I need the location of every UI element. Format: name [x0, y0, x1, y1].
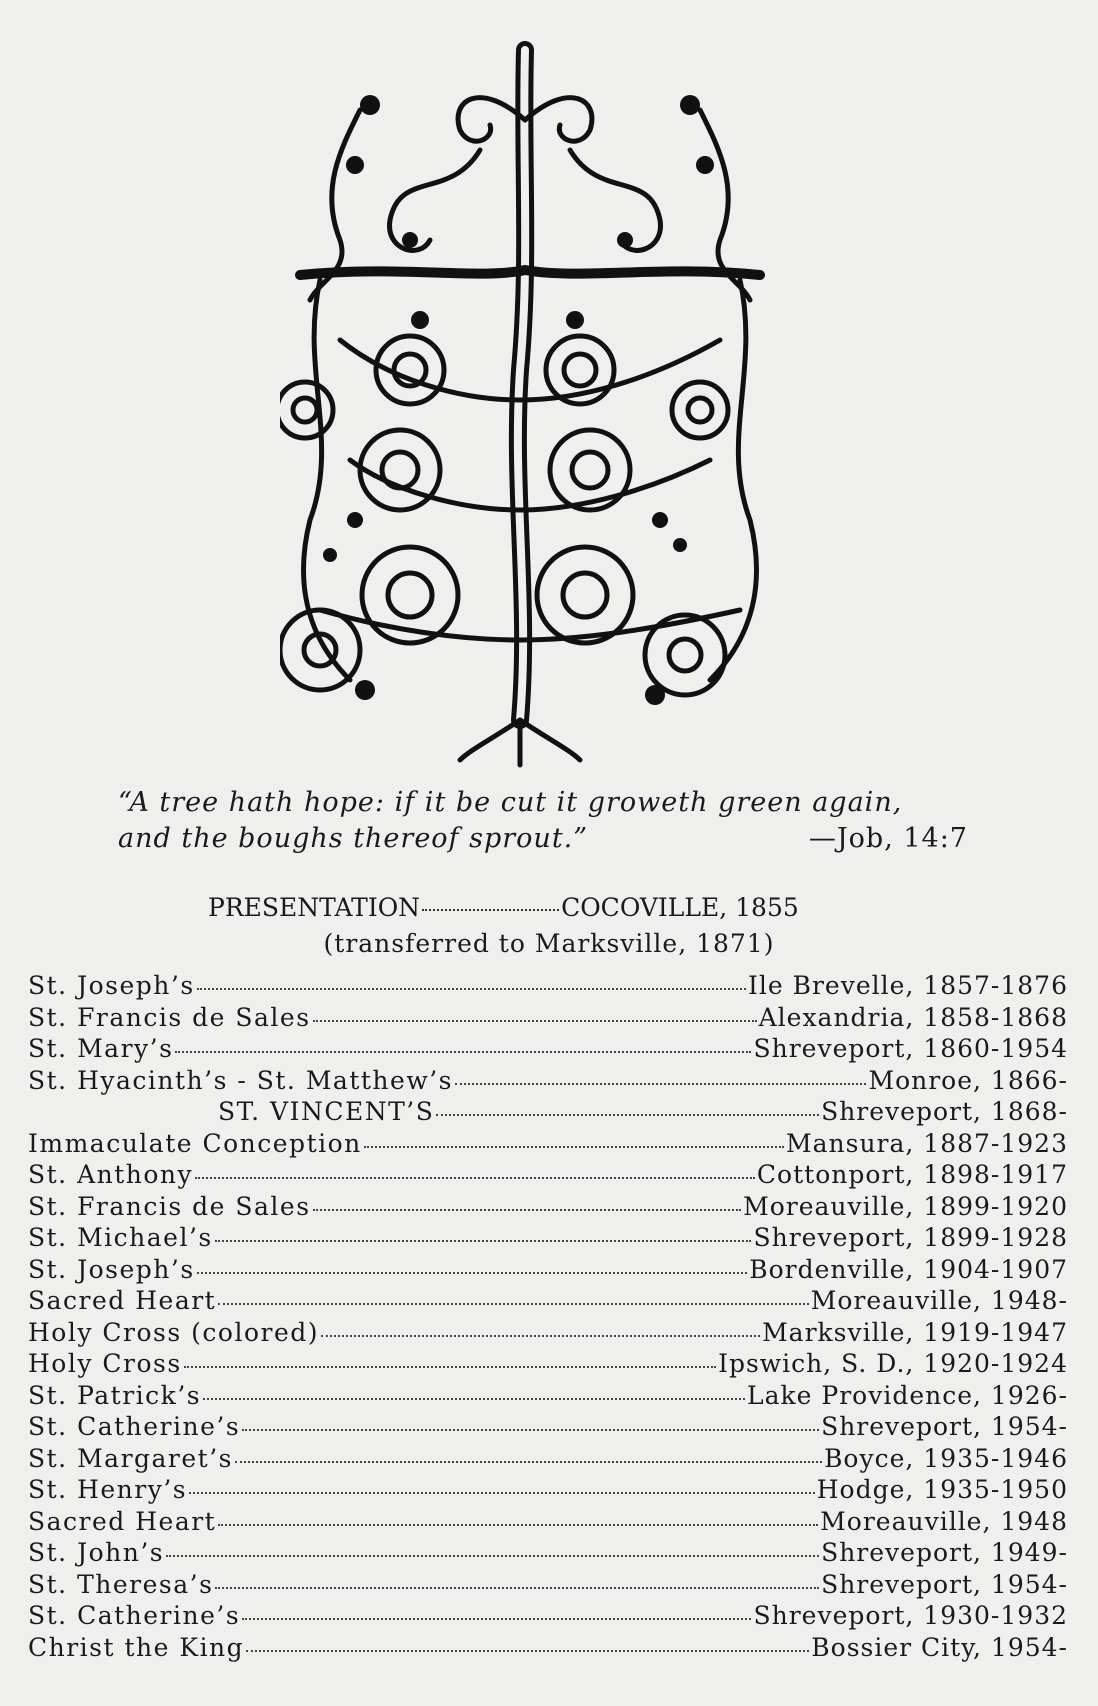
foundation-place: Marksville, 1919-1947	[762, 1317, 1068, 1347]
foundation-place: Boyce, 1935-1946	[824, 1443, 1068, 1473]
foundation-name: St. Patrick’s	[28, 1380, 202, 1410]
foundation-place: Shreveport, 1860-1954	[753, 1034, 1068, 1063]
foundation-place: Shreveport, 1954-	[821, 1569, 1068, 1599]
foundation-name: St. Francis de Sales	[28, 1002, 311, 1032]
list-item	[28, 1537, 1068, 1569]
foundation-name: Sacred Heart	[28, 1286, 217, 1315]
list-item	[28, 1380, 1068, 1412]
foundation-name: Sacred Heart	[28, 1506, 217, 1536]
heading-place: COCOVILLE, 1855	[561, 893, 799, 922]
list-item	[28, 1600, 1068, 1632]
foundation-place: Monroe, 1866-	[868, 1065, 1068, 1095]
list-item	[28, 1254, 1068, 1286]
foundation-place: Moreauville, 1948-	[810, 1286, 1068, 1315]
dot-leader	[197, 988, 746, 990]
list-item	[28, 1285, 1068, 1317]
foundation-place: Hodge, 1935-1950	[816, 1475, 1068, 1504]
foundation-name: St. Anthony	[28, 1160, 194, 1189]
dot-leader	[218, 1524, 818, 1526]
foundation-name: St. Catherine’s	[28, 1601, 241, 1630]
dot-leader	[175, 1051, 751, 1053]
foundation-place: Cottonport, 1898-1917	[756, 1160, 1068, 1189]
foundation-name: St. John’s	[28, 1538, 165, 1567]
foundation-name: St. Theresa’s	[28, 1569, 214, 1599]
dot-leader	[242, 1429, 819, 1431]
list-item	[28, 1443, 1068, 1475]
foundation-name: St. Hyacinth’s - St. Matthew’s	[28, 1065, 453, 1095]
epigraph-line-2: and the boughs thereof sprout.”	[118, 823, 589, 854]
foundation-name: St. Henry’s	[28, 1475, 188, 1504]
dot-leader	[436, 1114, 819, 1116]
foundation-place: Shreveport, 1868-	[821, 1097, 1068, 1126]
dot-leader	[203, 1398, 745, 1400]
dot-leader	[218, 1303, 808, 1305]
list-item	[28, 1222, 1068, 1254]
dot-leader	[313, 1020, 757, 1022]
foundation-heading	[208, 893, 908, 922]
foundation-place: Shreveport, 1899-1928	[753, 1223, 1068, 1252]
foundation-name: St. Francis de Sales	[28, 1191, 311, 1221]
foundation-place: Shreveport, 1949-	[821, 1538, 1068, 1567]
foundation-name: St. Michael’s	[28, 1223, 213, 1252]
list-item	[28, 1033, 1068, 1065]
epigraph-citation: —Job, 14:7	[808, 823, 968, 854]
foundation-place: Shreveport, 1930-1932	[753, 1601, 1068, 1630]
dot-leader	[189, 1492, 815, 1494]
dot-leader	[455, 1083, 866, 1085]
epigraph-line-1: “A tree hath hope: if it be cut it groweth green again,	[118, 787, 903, 818]
dot-leader	[235, 1461, 822, 1463]
dot-leader	[215, 1587, 819, 1589]
foundation-place: Mansura, 1887-1923	[786, 1128, 1068, 1158]
dot-leader	[321, 1335, 760, 1337]
list-item	[28, 1474, 1068, 1506]
list-item	[28, 1569, 1068, 1601]
foundation-name: St. Joseph’s	[28, 971, 195, 1000]
dot-leader	[364, 1146, 784, 1148]
foundation-name: St. Mary’s	[28, 1034, 174, 1063]
list-item	[28, 1096, 1068, 1128]
epigraph	[118, 785, 978, 857]
foundation-place: Moreauville, 1899-1920	[743, 1191, 1068, 1221]
foundation-place: Ipswich, S. D., 1920-1924	[718, 1349, 1068, 1378]
foundation-name: Christ the King	[28, 1632, 245, 1662]
foundation-name: Immaculate Conception	[28, 1128, 362, 1158]
foundation-name: St. Catherine’s	[28, 1412, 241, 1441]
dot-leader	[313, 1209, 742, 1211]
foundation-place: Moreauville, 1948	[820, 1506, 1068, 1536]
tree-crossbar	[300, 270, 760, 275]
list-item	[28, 1002, 1068, 1034]
list-item	[28, 1191, 1068, 1223]
foundations-list	[28, 970, 1068, 1663]
dot-leader	[184, 1366, 716, 1368]
dot-leader	[166, 1555, 819, 1557]
dot-leader	[215, 1240, 752, 1242]
heading-note: (transferred to Marksville, 1871)	[323, 929, 775, 958]
tree-roots	[460, 720, 580, 765]
dot-leader	[195, 1177, 755, 1179]
foundation-name: Holy Cross	[28, 1349, 182, 1378]
list-item	[28, 1506, 1068, 1538]
heading-name: PRESENTATION	[208, 893, 421, 922]
list-item	[28, 1348, 1068, 1380]
list-item	[28, 1317, 1068, 1349]
list-item	[28, 970, 1068, 1002]
tree-of-life-illustration	[280, 40, 780, 780]
foundation-place: Shreveport, 1954-	[821, 1412, 1068, 1441]
foundation-name: St. Margaret’s	[28, 1443, 233, 1473]
foundation-name: St. Joseph’s	[28, 1254, 195, 1284]
foundation-place: Lake Providence, 1926-	[747, 1380, 1068, 1410]
list-item	[28, 1411, 1068, 1443]
list-item	[28, 1632, 1068, 1664]
foundation-name: Holy Cross (colored)	[28, 1317, 320, 1347]
foundation-place: Ile Brevelle, 1857-1876	[747, 971, 1068, 1000]
foundation-name: ST. VINCENT’S	[218, 1097, 435, 1126]
list-item	[28, 1065, 1068, 1097]
heading-leader	[422, 909, 559, 911]
list-item	[28, 1128, 1068, 1160]
foundation-place: Alexandria, 1858-1868	[758, 1002, 1068, 1032]
dot-leader	[197, 1272, 748, 1274]
foundation-place: Bossier City, 1954-	[811, 1632, 1068, 1662]
foundation-place: Bordenville, 1904-1907	[749, 1254, 1068, 1284]
dot-leader	[242, 1618, 751, 1620]
dot-leader	[246, 1650, 809, 1652]
list-item	[28, 1159, 1068, 1191]
